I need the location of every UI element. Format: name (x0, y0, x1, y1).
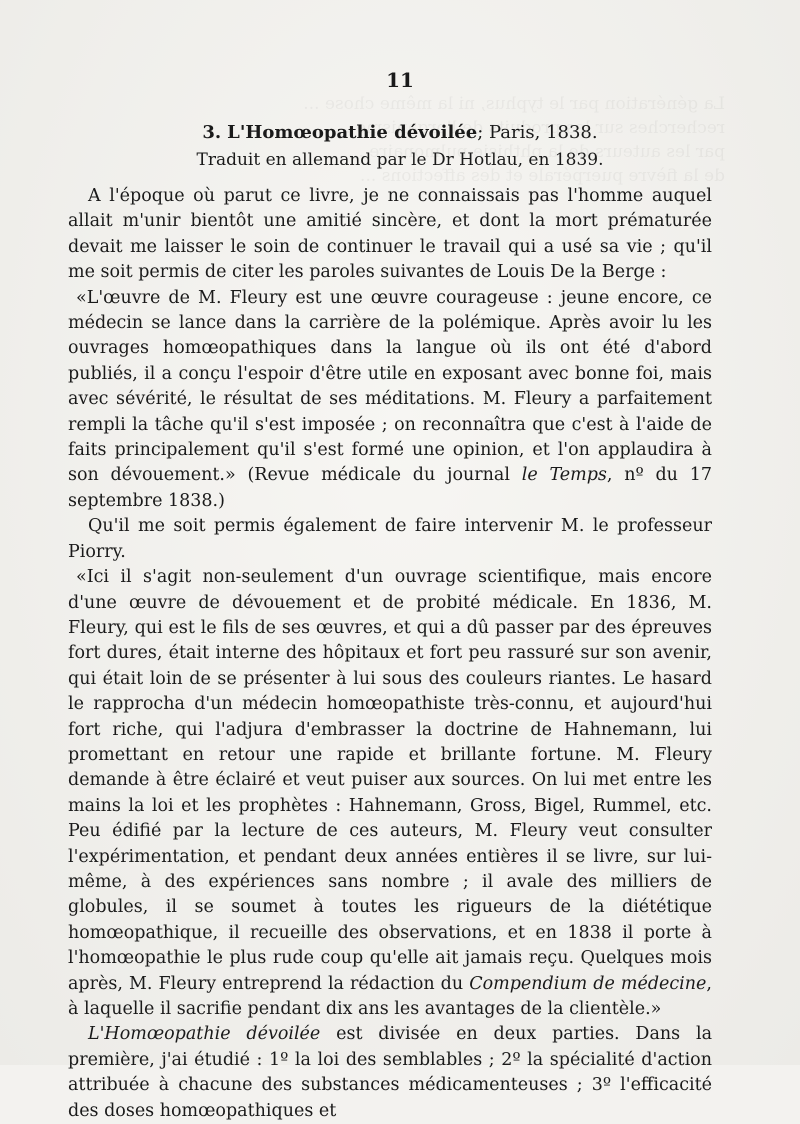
body-text (68, 184, 712, 1124)
quote-text: «Ici il s'agit non-seulement d'un ouvrage scientifique, mais encore d'une œuvre de dévouement et de probité médicale. En 1836, M. Fleury, qui est le fils de ses œuvres, et qui a dû passer par des épreuves fort dures, était interne des hôpitaux et fort peu rassuré sur son avenir, qui était loin de se présenter à lui sous des couleurs riantes. Le hasard le rapprocha d'un médecin homœopathiste très-connu, et aujourd'hui fort riche, qui l'adjura d'embrasser la doctrine de Hahnemann, lui promettant en retour une rapide et brillante fortune. M. Fleury demande à être éclairé et veut puiser aux sources. On lui met entre les mains la loi et les prophètes : Hahnemann, Gross, Bigel, Rummel, etc. Peu édifié par la lecture de ces auteurs, M. Fleury veut consulter l'expérimentation, et pendant deux années entières il se livre, sur lui-même, à des expériences sans nombre ; il avale des milliers de globules, il se soumet à toutes les rigueurs de la diététique homœopathique, il recueille des observations, et en 1838 il porte à l'homœopathie le plus rude coup qu'elle ait jamais reçu. Quelques mois après, M. Fleury entreprend la rédaction du (68, 567, 712, 994)
section-heading (0, 122, 800, 143)
citation-tail: , nº du 17 septembre 1838.) (68, 465, 712, 511)
paragraph-quote-de-la-berge (68, 286, 712, 515)
book-title-inline: L'Homœopathie dévoilée (88, 1024, 321, 1045)
publication-info: ; Paris, 1838. (477, 122, 598, 143)
journal-title: le Temps (521, 465, 607, 486)
paragraph-piorry-intro: Qu'il me soit permis également de faire intervenir M. le professeur Piorry. (68, 516, 712, 562)
page-number: 11 (386, 68, 414, 92)
quote-text: «L'œuvre de M. Fleury est une œuvre courageuse : jeune encore, ce médecin se lance dans la carrière de la polémique. Après avoir lu les ouvrages homœopathiques dans la langue où ils ont été d'abord publiés, il a conçu l'espoir d'être utile en exposant avec bonne foi, mais avec sévérité, le résultat de ses méditations. M. Fleury a parfaitement rempli la tâche qu'il s'est imposée ; on reconnaîtra que c'est à l'aide de faits principalement qu'il s'est formé une opinion, et l'on applaudira à son dévouement.» (Revue médicale du journal (68, 287, 712, 486)
section-number: 3. (202, 122, 222, 143)
paragraph-intro: A l'époque où parut ce livre, je ne connaissais pas l'homme auquel allait m'unir bientôt une amitié sincère, et dont la mort prématurée devait me laisser le soin de continuer le travail qui a usé sa vie ; qu'il me soit permis de citer les paroles suivantes de Louis De la Berge : (68, 186, 712, 283)
compendium-title: Compendium de médecine (469, 973, 707, 994)
paragraph-structure (68, 1022, 712, 1124)
quote-tail: , à laquelle il sacrifie pendant dix ans les avantages de la clientèle.» (68, 973, 712, 1019)
paragraph-quote-piorry (68, 565, 712, 1022)
translation-note: Traduit en allemand par le Dr Hotlau, en 1839. (196, 150, 604, 170)
structure-text: est divisée en deux parties. Dans la première, j'ai étudié : 1º la loi des semblables ; 2º la spécialité d'action attribuée à chacune des substances médicamenteuses ; 3º l'efficacité des doses homœopathiques et (68, 1024, 713, 1121)
book-title: L'Homœopathie dévoilée (227, 122, 478, 143)
